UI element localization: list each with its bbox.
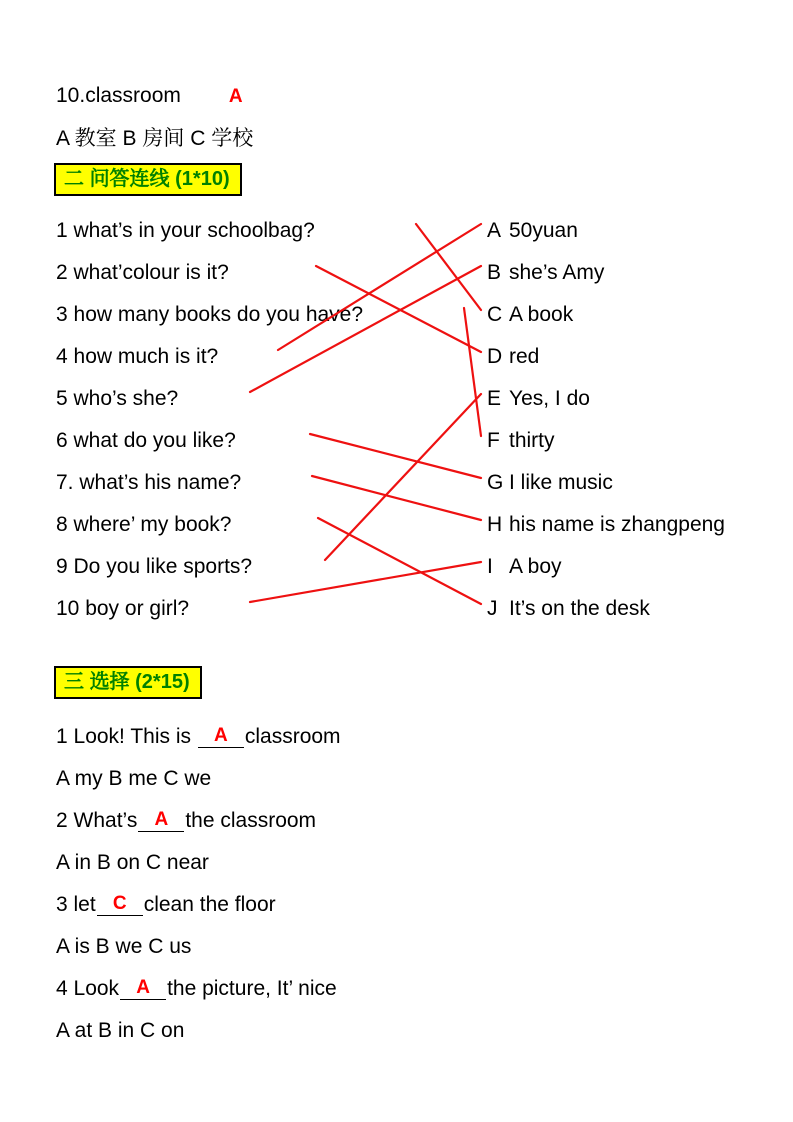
list-item[interactable] bbox=[487, 504, 787, 546]
question-10-options: A 教室 B 房间 C 学校 bbox=[56, 127, 254, 150]
option-label: H bbox=[487, 513, 503, 536]
option-text: red bbox=[509, 345, 540, 368]
list-item[interactable]: 5 who’s she? bbox=[56, 387, 179, 410]
option-label: D bbox=[487, 345, 503, 368]
option-label: J bbox=[487, 597, 498, 620]
option-text: thirty bbox=[509, 429, 555, 452]
list-item[interactable]: 2 what’colour is it? bbox=[56, 261, 229, 284]
section-3-score: (2*15) bbox=[135, 671, 190, 693]
mc-question bbox=[56, 800, 756, 842]
section-3-number: 三 bbox=[64, 671, 84, 693]
section-2-heading bbox=[54, 163, 242, 196]
mc-question-before: 1 Look! This is bbox=[56, 725, 197, 748]
option-label: C bbox=[487, 303, 503, 326]
list-item[interactable] bbox=[487, 252, 787, 294]
mc-options[interactable]: A my B me C we bbox=[56, 767, 212, 790]
section-2-title: 问答连线 bbox=[89, 168, 170, 190]
option-text: his name is zhangpeng bbox=[509, 513, 725, 536]
option-label: B bbox=[487, 261, 502, 284]
list-item[interactable]: 4 how much is it? bbox=[56, 345, 219, 368]
mc-options[interactable]: A at B in C on bbox=[56, 1019, 185, 1042]
mc-answer-blank[interactable]: C bbox=[97, 894, 143, 916]
question-10-text: 10.classroom bbox=[56, 84, 181, 107]
option-text: 50yuan bbox=[509, 219, 578, 242]
option-text: A boy bbox=[509, 555, 562, 578]
option-text: Yes, I do bbox=[509, 387, 590, 410]
option-text: she’s Amy bbox=[509, 261, 605, 284]
list-item[interactable] bbox=[487, 588, 787, 630]
section-2-score: (1*10) bbox=[175, 168, 230, 190]
mc-question-after: the picture, It’ nice bbox=[167, 977, 337, 1000]
question-10-answer: A bbox=[228, 86, 243, 107]
question-10-stem bbox=[56, 85, 243, 106]
list-item[interactable]: 3 how many books do you have? bbox=[56, 303, 364, 326]
mc-question-before: 3 let bbox=[56, 893, 96, 916]
mc-question bbox=[56, 884, 756, 926]
mc-question-after: clean the floor bbox=[143, 893, 276, 916]
mc-question-before: 2 What’s bbox=[56, 809, 138, 832]
section-3-title: 选择 bbox=[89, 671, 130, 693]
mc-answer-blank[interactable]: A bbox=[120, 978, 166, 1000]
mc-options[interactable]: A is B we C us bbox=[56, 935, 192, 958]
list-item[interactable] bbox=[487, 294, 787, 336]
multiple-choice-list bbox=[56, 716, 756, 1052]
section-2-number: 二 bbox=[64, 168, 84, 190]
list-item[interactable] bbox=[487, 378, 787, 420]
list-item[interactable]: 1 what’s in your schoolbag? bbox=[56, 219, 315, 242]
mc-question-after: classroom bbox=[244, 725, 341, 748]
option-label: F bbox=[487, 429, 500, 452]
list-item[interactable] bbox=[487, 462, 787, 504]
list-item[interactable] bbox=[487, 546, 787, 588]
option-text: It’s on the desk bbox=[509, 597, 650, 620]
list-item[interactable] bbox=[487, 210, 787, 252]
matching-left-column bbox=[56, 210, 476, 630]
list-item[interactable]: 9 Do you like sports? bbox=[56, 555, 253, 578]
mc-question-before: 4 Look bbox=[56, 977, 120, 1000]
mc-answer-blank[interactable]: A bbox=[198, 726, 244, 748]
option-label: I bbox=[487, 555, 493, 578]
option-label: G bbox=[487, 471, 504, 494]
list-item[interactable] bbox=[487, 420, 787, 462]
option-label: A bbox=[487, 219, 502, 242]
mc-question-after: the classroom bbox=[185, 809, 317, 832]
list-item[interactable]: 6 what do you like? bbox=[56, 429, 236, 452]
list-item[interactable]: 7. what’s his name? bbox=[56, 471, 242, 494]
section-3-heading bbox=[54, 666, 202, 699]
mc-options[interactable]: A in B on C near bbox=[56, 851, 209, 874]
list-item[interactable]: 8 where’ my book? bbox=[56, 513, 232, 536]
list-item[interactable]: 10 boy or girl? bbox=[56, 597, 190, 620]
option-text: A book bbox=[509, 303, 574, 326]
option-label: E bbox=[487, 387, 502, 410]
mc-answer-blank[interactable]: A bbox=[138, 810, 184, 832]
matching-right-column bbox=[487, 210, 787, 630]
mc-question bbox=[56, 968, 756, 1010]
list-item[interactable] bbox=[487, 336, 787, 378]
mc-question bbox=[56, 716, 756, 758]
option-text: I like music bbox=[509, 471, 613, 494]
